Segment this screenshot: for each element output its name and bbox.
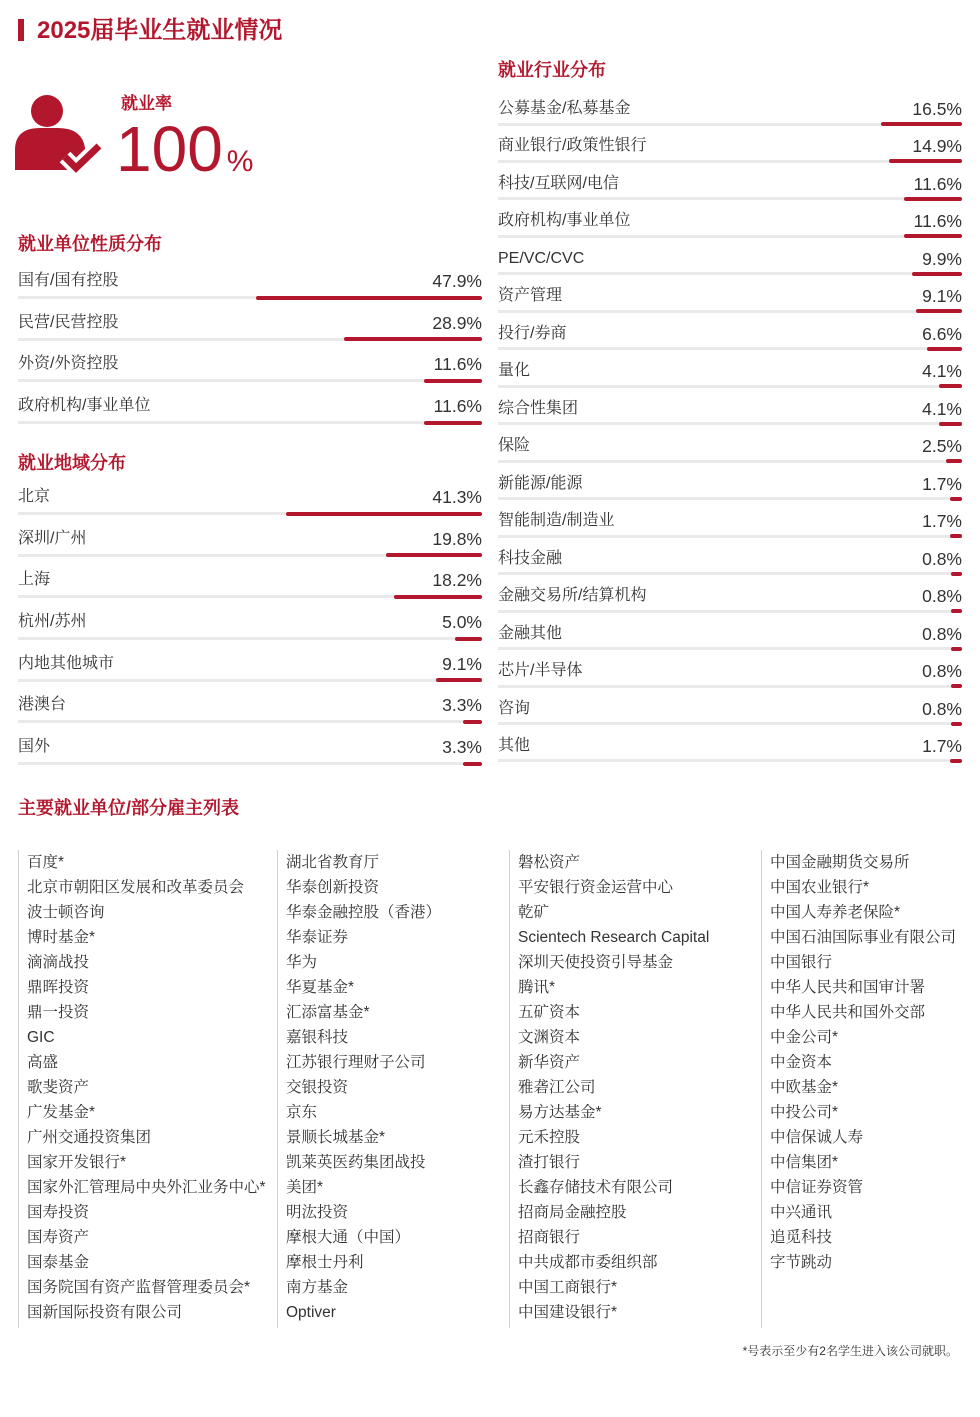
bar-label: 综合性集团 — [498, 399, 579, 417]
bar — [912, 272, 962, 276]
employer-name: 中国建设银行* — [518, 1304, 618, 1321]
employer-name: 博时基金* — [27, 929, 96, 946]
bar-track — [498, 385, 962, 388]
employer-name: 中信证券资管 — [770, 1179, 864, 1196]
employer-name: 中华人民共和国外交部 — [770, 1004, 926, 1021]
employer-name: 元禾控股 — [518, 1129, 581, 1146]
employer-name: 摩根士丹利 — [286, 1254, 364, 1271]
employer-column — [18, 850, 273, 1328]
employer-name: 中国石油国际事业有限公司 — [770, 929, 957, 946]
employer-name: 中金公司* — [770, 1029, 839, 1046]
employer-name: 江苏银行理财子公司 — [286, 1054, 426, 1071]
employer-name: 追觅科技 — [770, 1229, 833, 1246]
bar-value-label: 3.3% — [442, 737, 482, 758]
employer-name: 鼎一投资 — [27, 1004, 90, 1021]
bar-track — [498, 759, 962, 762]
employer-name: 招商局金融控股 — [518, 1204, 627, 1221]
employer-name: 中国人寿养老保险* — [770, 904, 901, 921]
bar-track — [498, 347, 962, 350]
bar-label: 量化 — [498, 362, 531, 380]
bar-value-label: 16.5% — [912, 99, 962, 119]
employer-name: 广发基金* — [27, 1104, 96, 1121]
bar-track — [498, 572, 962, 575]
bar-value-label: 1.7% — [922, 511, 962, 532]
bar-value-label: 4.1% — [922, 361, 962, 382]
bar — [436, 678, 482, 682]
bar-value-label: 0.8% — [922, 623, 962, 644]
employer-name: 国寿资产 — [27, 1229, 90, 1246]
bar — [946, 459, 962, 463]
bar-label: 民营/民营控股 — [18, 313, 119, 331]
bar — [424, 421, 482, 425]
bar-track — [498, 497, 962, 500]
bar-value-label: 9.9% — [922, 248, 962, 269]
bar — [916, 309, 962, 313]
bar-value-label: 0.8% — [922, 661, 962, 682]
employer-name: 嘉银科技 — [286, 1029, 349, 1046]
bar-track — [498, 422, 962, 425]
bar-label: 投行/券商 — [498, 324, 567, 342]
bar-track — [18, 679, 482, 682]
employer-name: 雅砻江公司 — [518, 1079, 596, 1096]
employer-name: 中国金融期货交易所 — [770, 854, 910, 871]
bar-value-label: 18.2% — [432, 570, 482, 591]
bar-track — [498, 272, 962, 275]
employer-name: 高盛 — [27, 1054, 59, 1071]
bar-label: 商业银行/政策性银行 — [498, 137, 647, 155]
page-title: 2025届毕业生就业情况 — [37, 17, 283, 44]
bar-label: 其他 — [498, 736, 531, 754]
bar — [951, 647, 962, 651]
bar-label: 上海 — [18, 571, 51, 589]
bar-track — [18, 379, 482, 382]
bar — [950, 497, 962, 501]
title-accent-bar — [18, 19, 24, 41]
bar-label: 资产管理 — [498, 287, 563, 305]
bar-track — [498, 197, 962, 200]
bar — [939, 422, 962, 426]
bar-track — [18, 720, 482, 723]
bar — [889, 159, 962, 163]
bar — [455, 637, 482, 641]
bar-label: 保险 — [498, 437, 531, 455]
employer-name: 平安银行资金运营中心 — [518, 879, 674, 896]
employer-name: 百度* — [27, 854, 65, 871]
employer-name: 国新国际投资有限公司 — [27, 1304, 183, 1321]
employer-name: 中国银行 — [770, 954, 833, 971]
bar-value-label: 1.7% — [922, 735, 962, 756]
bar — [939, 384, 962, 388]
employer-name: 南方基金 — [286, 1279, 349, 1296]
bar-value-label: 11.6% — [913, 173, 962, 194]
bar-track — [18, 421, 482, 424]
employer-name: 景顺长城基金* — [286, 1129, 386, 1146]
bar-value-label: 1.7% — [922, 473, 962, 494]
employer-name: 磐松资产 — [518, 854, 581, 871]
employer-name: 腾讯* — [518, 979, 556, 996]
employer-name: 中信集团* — [770, 1154, 839, 1171]
employer-name: 华泰金融控股（香港） — [286, 904, 442, 921]
bar-label: 新能源/能源 — [498, 474, 583, 492]
bar — [463, 720, 482, 724]
employer-name: 摩根大通（中国） — [286, 1229, 411, 1246]
bar-label: 政府机构/事业单位 — [498, 212, 631, 230]
bar-track — [498, 535, 962, 538]
bar — [286, 512, 482, 516]
bar — [951, 572, 962, 576]
employer-name: GIC — [27, 1029, 55, 1046]
bar — [950, 534, 962, 538]
employer-name: 国家外汇管理局中央外汇业务中心* — [27, 1179, 266, 1196]
section-heading-region: 就业地域分布 — [18, 453, 126, 473]
bar — [463, 762, 482, 766]
employer-name: 中华人民共和国审计署 — [770, 979, 926, 996]
employment-rate-unit: % — [226, 145, 254, 178]
employer-name: 京东 — [286, 1104, 318, 1121]
employer-name: 文渊资本 — [518, 1029, 581, 1046]
employer-name: 渣打银行 — [518, 1154, 581, 1171]
bar-value-label: 11.6% — [913, 211, 962, 232]
bar — [344, 337, 482, 341]
employer-name: 美团* — [286, 1179, 324, 1196]
bar-value-label: 0.8% — [922, 586, 962, 607]
bar-label: 金融其他 — [498, 624, 563, 642]
bar-value-label: 11.6% — [433, 354, 482, 375]
employer-name: 明汯投资 — [286, 1204, 349, 1221]
bar-value-label: 28.9% — [432, 312, 482, 333]
bar-label: 外资/外资控股 — [18, 355, 119, 373]
employer-name: 长鑫存储技术有限公司 — [518, 1179, 674, 1196]
employer-name: 华泰创新投资 — [286, 879, 380, 896]
employer-name: 华为 — [286, 954, 318, 971]
person-check-icon — [10, 90, 110, 180]
employer-column — [509, 850, 757, 1328]
bar-label: 智能制造/制造业 — [498, 512, 615, 530]
bar-value-label: 47.9% — [432, 271, 482, 291]
employer-column — [761, 850, 976, 1328]
employer-name: 滴滴战投 — [27, 954, 90, 971]
employer-name: 中信保诚人寿 — [770, 1129, 864, 1146]
bar — [951, 684, 962, 688]
employer-name: Optiver — [286, 1304, 336, 1321]
employer-name: 易方达基金* — [518, 1104, 602, 1121]
employment-rate-label: 就业率 — [121, 94, 172, 113]
employer-name: 国家开发银行* — [27, 1154, 127, 1171]
employer-name: 字节跳动 — [770, 1254, 833, 1271]
bar-label: 国有/国有控股 — [18, 272, 119, 289]
bar — [904, 234, 962, 238]
employer-name: 交银投资 — [286, 1079, 349, 1096]
bar — [256, 296, 482, 300]
employer-name: 歌斐资产 — [27, 1079, 90, 1096]
employer-name: 国寿投资 — [27, 1204, 90, 1221]
employer-name: 五矿资本 — [518, 1004, 581, 1021]
employer-name: 凯莱英医药集团战投 — [286, 1154, 426, 1171]
employer-name: 国泰基金 — [27, 1254, 90, 1271]
bar — [951, 722, 962, 726]
employer-name: 中欧基金* — [770, 1079, 839, 1096]
employer-name: 中金资本 — [770, 1054, 833, 1071]
bar — [927, 347, 962, 351]
bar-label: PE/VC/CVC — [498, 249, 585, 267]
bar-label: 北京 — [18, 488, 51, 505]
bar-value-label: 19.8% — [432, 528, 482, 549]
employer-name: 广州交通投资集团 — [27, 1129, 152, 1146]
bar-label: 港澳台 — [18, 696, 67, 714]
bar-track — [498, 610, 962, 613]
employer-name: 华泰证券 — [286, 929, 349, 946]
employer-name: 波士顿咨询 — [27, 904, 105, 921]
bar-value-label: 2.5% — [922, 436, 962, 457]
bar-value-label: 41.3% — [432, 487, 482, 507]
employer-name: Scientech Research Capital — [518, 929, 710, 946]
bar-track — [18, 637, 482, 640]
bar-label: 政府机构/事业单位 — [18, 397, 151, 414]
employer-name: 中共成都市委组织部 — [518, 1254, 658, 1271]
bar-value-label: 9.1% — [922, 286, 962, 307]
bar-track — [18, 762, 482, 765]
employer-name: 北京市朝阳区发展和改革委员会 — [27, 879, 245, 896]
bar-track — [498, 310, 962, 313]
section-heading-employers: 主要就业单位/部分雇主列表 — [18, 798, 239, 818]
bar-value-label: 6.6% — [922, 323, 962, 344]
employment-rate-value — [116, 111, 253, 200]
bar-value-label: 4.1% — [922, 398, 962, 419]
employer-name: 中国农业银行* — [770, 879, 870, 896]
employer-column — [277, 850, 505, 1328]
bar-track — [498, 235, 962, 238]
bar-label: 咨询 — [498, 699, 531, 717]
bar-label: 深圳/广州 — [18, 529, 87, 547]
employer-name: 乾矿 — [518, 904, 550, 921]
employer-name: 中兴通讯 — [770, 1204, 833, 1221]
bar-value-label: 9.1% — [442, 653, 482, 674]
bar — [950, 759, 962, 763]
employer-name: 中国工商银行* — [518, 1279, 618, 1296]
employer-name: 中投公司* — [770, 1104, 839, 1121]
bar-value-label: 0.8% — [922, 698, 962, 719]
bar-label: 科技/互联网/电信 — [498, 174, 619, 192]
employer-name: 国务院国有资产监督管理委员会* — [27, 1279, 251, 1296]
bar-value-label: 3.3% — [442, 695, 482, 716]
bar — [904, 197, 962, 201]
employer-name: 新华资产 — [518, 1054, 581, 1071]
section-heading-industry: 就业行业分布 — [498, 60, 606, 80]
section-heading-employer-type: 就业单位性质分布 — [18, 234, 162, 254]
bar — [394, 595, 482, 599]
employer-name: 湖北省教育厅 — [286, 854, 380, 871]
bar-label: 金融交易所/结算机构 — [498, 587, 647, 605]
footnote: *号表示至少有2名学生进入该公司就职。 — [742, 1344, 958, 1358]
employer-name: 招商银行 — [518, 1229, 581, 1246]
bar — [881, 122, 962, 126]
bar — [424, 379, 482, 383]
bar-label: 内地其他城市 — [18, 654, 115, 672]
employer-name: 深圳天使投资引导基金 — [518, 954, 674, 971]
bar-track — [498, 647, 962, 650]
bar-value-label: 0.8% — [922, 548, 962, 569]
bar-label: 国外 — [18, 738, 51, 756]
employment-rate-number: 100 — [116, 113, 223, 185]
bar-track — [498, 685, 962, 688]
bar — [386, 553, 482, 557]
employer-name: 汇添富基金* — [286, 1004, 370, 1021]
bar-label: 公募基金/私募基金 — [498, 100, 631, 117]
bar-track — [498, 460, 962, 463]
bar-value-label: 11.6% — [433, 396, 482, 416]
bar-label: 杭州/苏州 — [18, 613, 87, 630]
employer-name: 华夏基金* — [286, 979, 355, 996]
employer-name: 鼎晖投资 — [27, 979, 90, 996]
bar — [951, 609, 962, 613]
bar-label: 科技金融 — [498, 549, 563, 567]
bar-value-label: 5.0% — [442, 612, 482, 632]
bar-track — [498, 722, 962, 725]
bar-label: 芯片/半导体 — [498, 662, 583, 680]
bar-value-label: 14.9% — [912, 136, 962, 157]
